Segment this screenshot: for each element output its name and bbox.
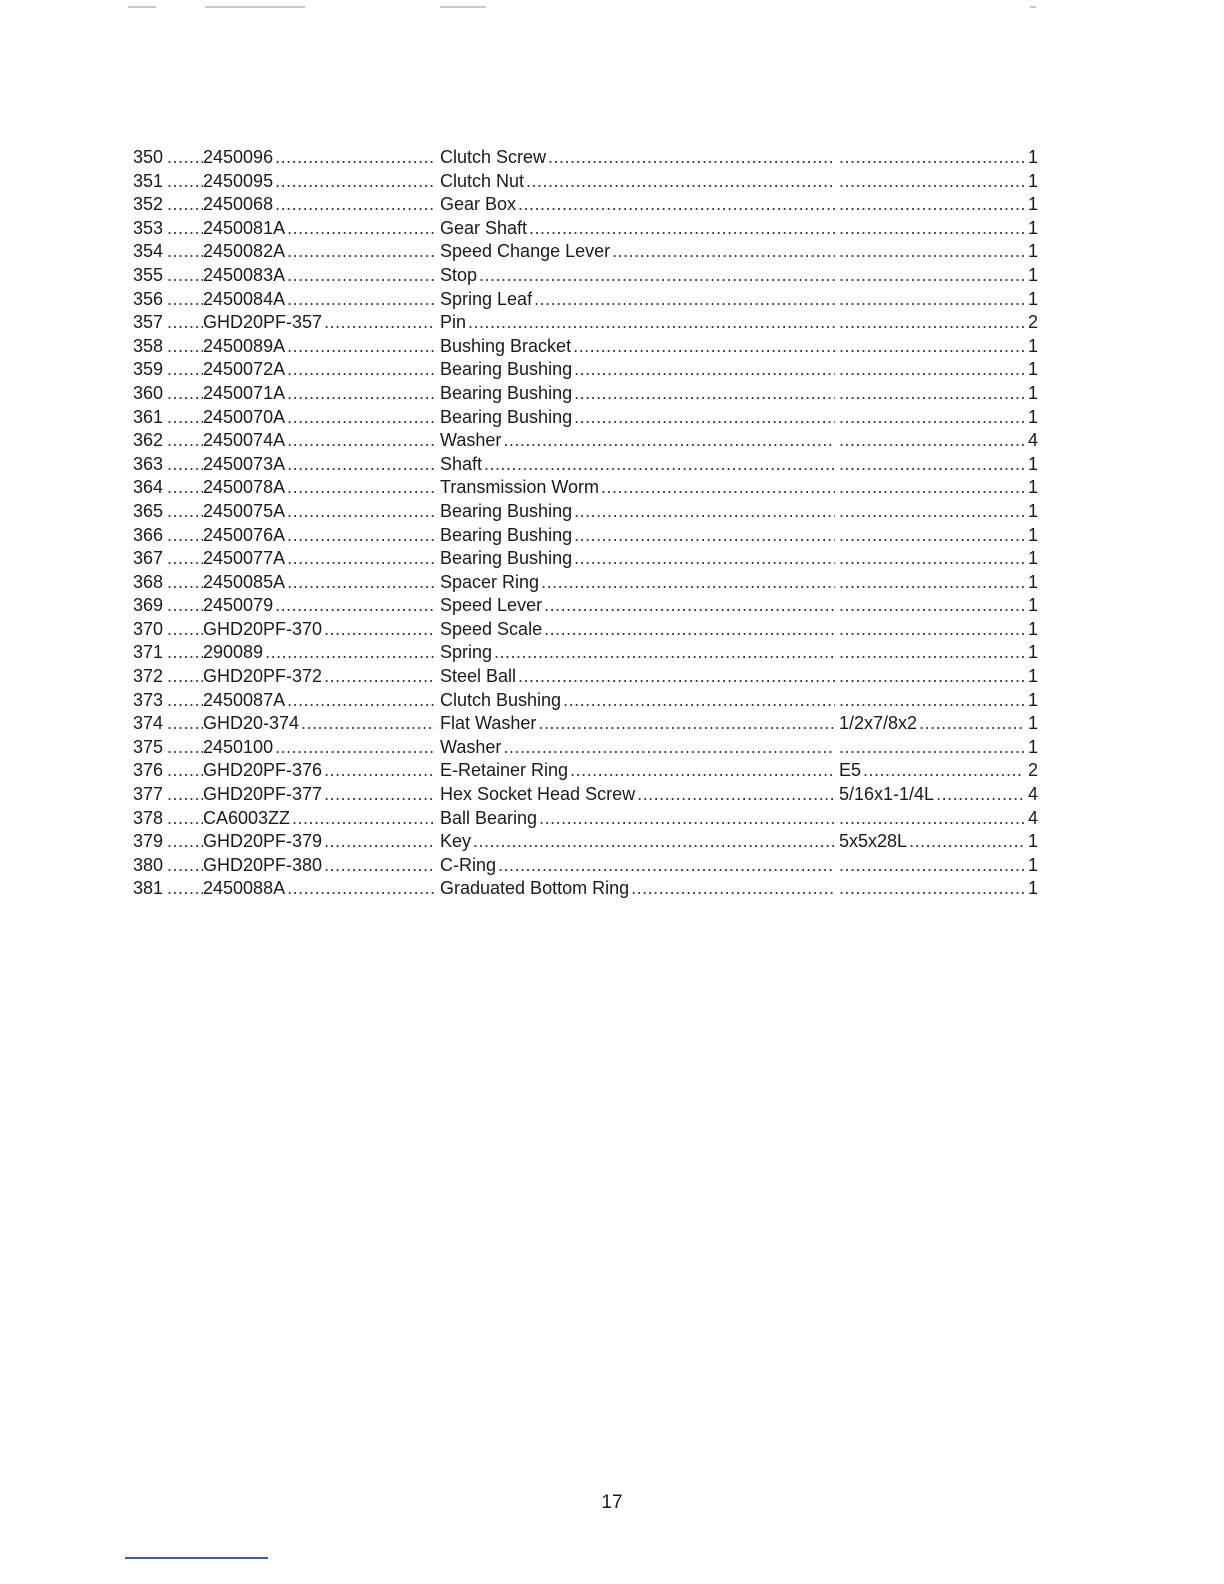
leader-dots: [167, 594, 203, 618]
part-description: Gear Shaft .....: [440, 217, 835, 241]
leader-dots: [167, 217, 203, 241]
quantity: 1: [1024, 240, 1038, 264]
part-number: 2450089A .....: [203, 335, 435, 359]
leader-dots: [167, 500, 203, 524]
leader-dots: [167, 146, 203, 170]
ref-number: 365: [133, 500, 164, 521]
leader-dots: [167, 264, 203, 288]
footer-rule: [125, 1557, 268, 1559]
ref-number: 357: [133, 312, 164, 333]
ref-number: 371: [133, 642, 164, 663]
part-size: [839, 877, 1033, 901]
ref-number: 380: [133, 854, 164, 875]
parts-list-row: [133, 240, 1038, 264]
parts-list-row: [133, 524, 1038, 548]
part-number: 2450068 .....: [203, 193, 435, 217]
parts-list-row: [133, 311, 1038, 335]
quantity: 4: [1024, 783, 1038, 807]
leader-dots: [167, 712, 203, 736]
part-description: Spacer Ring .....: [440, 571, 835, 595]
parts-list-row: [133, 877, 1038, 901]
quantity: 1: [1024, 193, 1038, 217]
ref-number: 373: [133, 689, 164, 710]
part-size: [839, 476, 1033, 500]
quantity: 1: [1024, 453, 1038, 477]
part-description: Steel Ball .....: [440, 665, 835, 689]
leader-dots: [167, 170, 203, 194]
part-size: [839, 170, 1033, 194]
part-number: GHD20PF-379 .....: [203, 830, 435, 854]
part-size: [839, 594, 1033, 618]
parts-list-row: [133, 170, 1038, 194]
part-description: Transmission Worm .....: [440, 476, 835, 500]
part-number: 2450074A .....: [203, 429, 435, 453]
ref-number: 375: [133, 736, 164, 757]
ref-number: 352: [133, 194, 164, 215]
leader-dots: [167, 335, 203, 359]
part-number: 290089 .....: [203, 641, 435, 665]
part-description: Stop .....: [440, 264, 835, 288]
part-size: [839, 264, 1033, 288]
part-size: [839, 335, 1033, 359]
quantity: 1: [1024, 594, 1038, 618]
quantity: 1: [1024, 854, 1038, 878]
part-description: Gear Box .....: [440, 193, 835, 217]
quantity: 1: [1024, 382, 1038, 406]
quantity: 2: [1024, 759, 1038, 783]
ref-number: 377: [133, 784, 164, 805]
part-description: Clutch Nut .....: [440, 170, 835, 194]
part-size: [839, 429, 1033, 453]
parts-list-row: [133, 736, 1038, 760]
part-number: GHD20PF-376 .....: [203, 759, 435, 783]
part-number: 2450078A .....: [203, 476, 435, 500]
part-size: [839, 453, 1033, 477]
part-description: Shaft .....: [440, 453, 835, 477]
quantity: 1: [1024, 877, 1038, 901]
part-description: Bearing Bushing .....: [440, 406, 835, 430]
quantity: 1: [1024, 217, 1038, 241]
part-description: Bearing Bushing .....: [440, 382, 835, 406]
part-size: 5x5x28L .....: [839, 830, 1033, 854]
part-number: 2450087A .....: [203, 689, 435, 713]
quantity: 1: [1024, 665, 1038, 689]
ref-number: 369: [133, 595, 164, 616]
leader-dots: [167, 453, 203, 477]
leader-dots: [167, 288, 203, 312]
part-size: [839, 665, 1033, 689]
leader-dots: [167, 311, 203, 335]
ref-number: 354: [133, 241, 164, 262]
leader-dots: [167, 476, 203, 500]
leader-dots: [167, 193, 203, 217]
ref-number: 381: [133, 878, 164, 899]
parts-list-row: [133, 453, 1038, 477]
part-number: CA6003ZZ .....: [203, 807, 435, 831]
part-number: GHD20PF-377 .....: [203, 783, 435, 807]
part-description: Flat Washer .....: [440, 712, 835, 736]
ref-number: 370: [133, 618, 164, 639]
quantity: 1: [1024, 689, 1038, 713]
part-number: GHD20PF-372 .....: [203, 665, 435, 689]
parts-list-row: [133, 594, 1038, 618]
part-description: Bearing Bushing .....: [440, 547, 835, 571]
part-description: Bearing Bushing .....: [440, 500, 835, 524]
ref-number: 363: [133, 453, 164, 474]
part-number: 2450076A .....: [203, 524, 435, 548]
quantity: 1: [1024, 571, 1038, 595]
part-size: [839, 217, 1033, 241]
scan-artifact-top: [0, 0, 1224, 14]
parts-list-row: [133, 358, 1038, 382]
leader-dots: [167, 783, 203, 807]
part-size: 5/16x1-1/4L .....: [839, 783, 1033, 807]
parts-list-row: [133, 146, 1038, 170]
part-size: [839, 736, 1033, 760]
part-description: Bearing Bushing .....: [440, 358, 835, 382]
part-size: [839, 193, 1033, 217]
page-number: 17: [601, 1492, 623, 1513]
part-size: [839, 311, 1033, 335]
part-number: 2450070A .....: [203, 406, 435, 430]
parts-list-row: [133, 665, 1038, 689]
parts-list-row: [133, 476, 1038, 500]
leader-dots: [167, 524, 203, 548]
part-number: 2450072A .....: [203, 358, 435, 382]
quantity: 4: [1024, 429, 1038, 453]
part-description: Washer .....: [440, 429, 835, 453]
ref-number: 351: [133, 170, 164, 191]
part-description: E-Retainer Ring .....: [440, 759, 835, 783]
part-number: 2450088A .....: [203, 877, 435, 901]
part-number: 2450100 .....: [203, 736, 435, 760]
ref-number: 378: [133, 807, 164, 828]
part-description: Speed Scale .....: [440, 618, 835, 642]
part-number: 2450085A .....: [203, 571, 435, 595]
ref-number: 372: [133, 666, 164, 687]
ref-number: 362: [133, 430, 164, 451]
part-number: 2450084A .....: [203, 288, 435, 312]
ref-number: 368: [133, 571, 164, 592]
parts-list-row: [133, 335, 1038, 359]
parts-list-row: [133, 618, 1038, 642]
part-size: [839, 618, 1033, 642]
quantity: 1: [1024, 736, 1038, 760]
part-size: [839, 358, 1033, 382]
part-description: Pin .....: [440, 311, 835, 335]
leader-dots: [167, 406, 203, 430]
part-number: 2450095 .....: [203, 170, 435, 194]
part-number: GHD20PF-357 .....: [203, 311, 435, 335]
parts-list-row: [133, 193, 1038, 217]
part-description: Key .....: [440, 830, 835, 854]
part-size: [839, 524, 1033, 548]
quantity: 1: [1024, 335, 1038, 359]
part-number: 2450079 .....: [203, 594, 435, 618]
part-number: 2450077A .....: [203, 547, 435, 571]
part-description: Washer .....: [440, 736, 835, 760]
parts-list-row: [133, 217, 1038, 241]
part-number: 2450082A .....: [203, 240, 435, 264]
quantity: 1: [1024, 524, 1038, 548]
part-description: C-Ring .....: [440, 854, 835, 878]
parts-list-row: [133, 830, 1038, 854]
part-size: [839, 547, 1033, 571]
part-description: Clutch Screw .....: [440, 146, 835, 170]
part-description: Speed Lever .....: [440, 594, 835, 618]
parts-list-row: [133, 264, 1038, 288]
part-size: [839, 807, 1033, 831]
leader-dots: [167, 689, 203, 713]
ref-number: 356: [133, 288, 164, 309]
ref-number: 359: [133, 359, 164, 380]
part-description: Bushing Bracket .....: [440, 335, 835, 359]
leader-dots: [167, 240, 203, 264]
quantity: 1: [1024, 641, 1038, 665]
quantity: 2: [1024, 311, 1038, 335]
leader-dots: [167, 382, 203, 406]
quantity: 1: [1024, 170, 1038, 194]
quantity: 1: [1024, 547, 1038, 571]
part-number: 2450075A .....: [203, 500, 435, 524]
quantity: 1: [1024, 288, 1038, 312]
part-size: [839, 406, 1033, 430]
ref-number: 367: [133, 548, 164, 569]
ref-number: 360: [133, 382, 164, 403]
part-size: 1/2x7/8x2 .....: [839, 712, 1033, 736]
ref-number: 364: [133, 477, 164, 498]
parts-list-row: [133, 382, 1038, 406]
part-description: Spring Leaf .....: [440, 288, 835, 312]
leader-dots: [167, 877, 203, 901]
ref-number: 361: [133, 406, 164, 427]
part-number: GHD20-374 .....: [203, 712, 435, 736]
parts-list-row: [133, 429, 1038, 453]
quantity: 1: [1024, 476, 1038, 500]
part-size: [839, 571, 1033, 595]
parts-list-row: [133, 759, 1038, 783]
part-number: 2450096 .....: [203, 146, 435, 170]
part-number: 2450081A .....: [203, 217, 435, 241]
quantity: 1: [1024, 500, 1038, 524]
part-number: 2450083A .....: [203, 264, 435, 288]
part-size: [839, 641, 1033, 665]
ref-number: 374: [133, 713, 164, 734]
ref-number: 353: [133, 217, 164, 238]
leader-dots: [167, 736, 203, 760]
part-description: Speed Change Lever .....: [440, 240, 835, 264]
quantity: 1: [1024, 264, 1038, 288]
parts-list-row: [133, 689, 1038, 713]
leader-dots: [167, 854, 203, 878]
part-description: Bearing Bushing .....: [440, 524, 835, 548]
quantity: 1: [1024, 358, 1038, 382]
ref-number: 376: [133, 760, 164, 781]
part-size: [839, 288, 1033, 312]
part-description: Hex Socket Head Screw .....: [440, 783, 835, 807]
leader-dots: [167, 759, 203, 783]
part-size: [839, 240, 1033, 264]
ref-number: 379: [133, 831, 164, 852]
ref-number: 358: [133, 335, 164, 356]
quantity: 1: [1024, 830, 1038, 854]
leader-dots: [167, 641, 203, 665]
parts-list-row: [133, 783, 1038, 807]
leader-dots: [167, 571, 203, 595]
part-number: 2450071A .....: [203, 382, 435, 406]
leader-dots: [167, 618, 203, 642]
quantity: 1: [1024, 406, 1038, 430]
parts-list-row: [133, 288, 1038, 312]
parts-list-row: [133, 807, 1038, 831]
part-description: Spring .....: [440, 641, 835, 665]
parts-list-row: [133, 712, 1038, 736]
part-size: [839, 146, 1033, 170]
parts-list-row: [133, 641, 1038, 665]
part-number: GHD20PF-380 .....: [203, 854, 435, 878]
part-size: [839, 689, 1033, 713]
parts-list-row: [133, 571, 1038, 595]
part-description: Ball Bearing .....: [440, 807, 835, 831]
leader-dots: [167, 665, 203, 689]
part-number: 2450073A .....: [203, 453, 435, 477]
part-size: [839, 500, 1033, 524]
part-description: Graduated Bottom Ring .....: [440, 877, 835, 901]
leader-dots: [167, 358, 203, 382]
parts-list-row: [133, 547, 1038, 571]
parts-list-row: [133, 406, 1038, 430]
ref-number: 355: [133, 264, 164, 285]
quantity: 1: [1024, 146, 1038, 170]
parts-list-row: [133, 854, 1038, 878]
leader-dots: [167, 830, 203, 854]
leader-dots: [167, 547, 203, 571]
quantity: 4: [1024, 807, 1038, 831]
part-size: E5 .....: [839, 759, 1033, 783]
part-size: [839, 382, 1033, 406]
quantity: 1: [1024, 712, 1038, 736]
ref-number: 366: [133, 524, 164, 545]
quantity: 1: [1024, 618, 1038, 642]
ref-number: 350: [133, 147, 164, 167]
leader-dots: [167, 429, 203, 453]
leader-dots: [167, 807, 203, 831]
part-description: Clutch Bushing .....: [440, 689, 835, 713]
part-number: GHD20PF-370 .....: [203, 618, 435, 642]
parts-list: [133, 146, 1038, 901]
part-size: [839, 854, 1033, 878]
parts-list-row: [133, 500, 1038, 524]
